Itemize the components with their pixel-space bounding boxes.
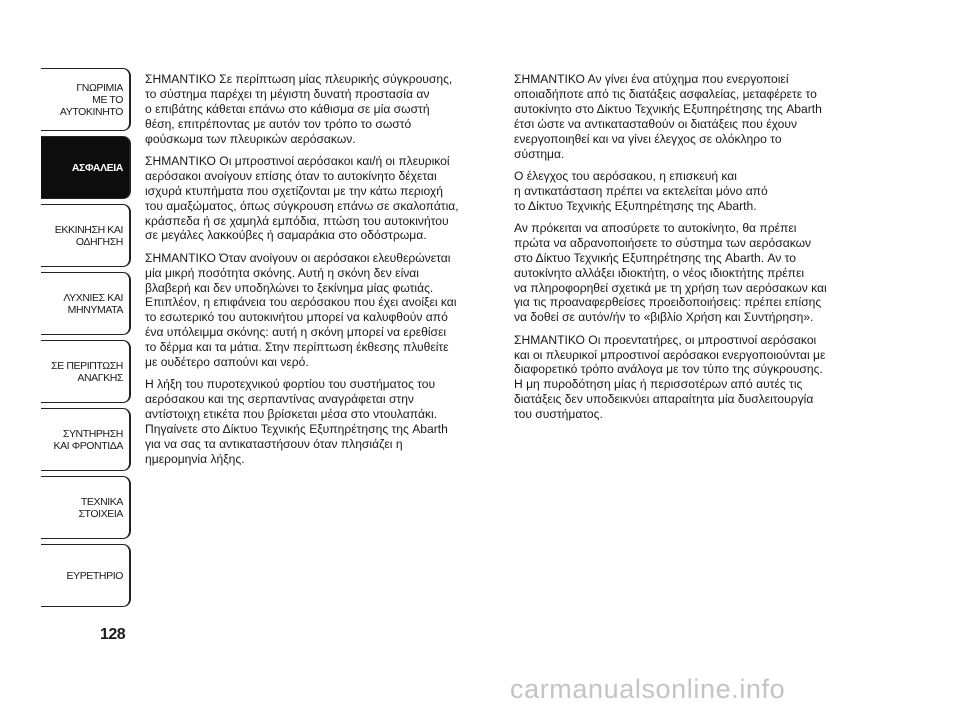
tab-in-emergency[interactable]: ΣΕ ΠΕΡΙΠΤΩΣΗ ΑΝΑΓΚΗΣ (41, 340, 131, 403)
tab-safety[interactable]: ΑΣΦΑΛΕΙΑ (41, 136, 131, 199)
paragraph: ΣΗΜΑΝΤΙΚΟ Σε περίπτωση μίας πλευρικής σύγκρουσης, το σύστημα παρέχει τη μέγιστη δυνατή προστασία αν ο επιβάτης κάθεται επάνω στο κάθισμα σε μία σωστή θέση, επιτρέποντας με αυτόν τον τρόπο το σωστό φούσκωμα των πλευρικών αερόσακων. (145, 72, 453, 146)
right-text-column (514, 72, 876, 430)
paragraph: ΣΗΜΑΝΤΙΚΟ Όταν ανοίγουν οι αερόσακοι ελευθερώνεται μία μικρή ποσότητα σκόνης. Αυτή η σκόνη δεν είναι βλαβερή και δεν υποδηλώνει το ξεκίνημα μίας φωτιάς. Επιπλέον, η επιφάνεια του αερόσακου που έχει ανοίξει και το εσωτερικό του αυτοκινήτου μπορεί να καλυφθούν από ένα υπόλειμμα σκόνης: αυτή η σκόνη μπορεί να ερεθίσει το δέρμα και τα μάτια. Στην περίπτωση έκθεσης πλυθείτε με ουδέτερο σαπούνι και νερό. (145, 250, 457, 370)
page-number: 128 (100, 626, 126, 643)
tab-warning-lights-and-messages[interactable]: ΛΥΧΝΙΕΣ ΚΑΙ ΜΗΝΥΜΑΤΑ (41, 272, 131, 335)
paragraph: ΣΗΜΑΝΤΙΚΟ Αν γίνει ένα ατύχημα που ενεργοποιεί οποιαδήποτε από τις διατάξεις ασφαλείας, μεταφέρετε το αυτοκίνητο στο Δίκτυο Τεχνικής Εξυπηρέτησης της Abarth έτσι ώστε να αντικατασταθούν οι διατάξεις που έχουν ενεργοποιηθεί και να γίνει έλεγχος σε ολόκληρο το σύστημα. (514, 72, 822, 161)
paragraph: ΣΗΜΑΝΤΙΚΟ Οι μπροστινοί αερόσακοι και/ή οι πλευρικοί αερόσακοι ανοίγουν επίσης όταν το αυτοκίνητο δέχεται ισχυρά κτυπήματα που σχετίζονται με την κάτω περιοχή του αμαξώματος, όπως σύγκρουση επάνω σε σκαλοπάτια, κράσπεδα ή σε χαμηλά εμπόδια, πτώση του αυτοκινήτου σε μεγάλες λακκούβες ή σαμαράκια στο οδόστρωμα. (145, 153, 459, 243)
tab-maintenance-and-care[interactable]: ΣΥΝΤΗΡΗΣΗ ΚΑΙ ΦΡΟΝΤΙΔΑ (41, 408, 131, 471)
tab-getting-to-know-car[interactable]: ΓΝΩΡΙΜΙΑ ΜΕ ΤΟ ΑΥΤΟΚΙΝΗΤΟ (41, 68, 131, 131)
paragraph: ΣΗΜΑΝΤΙΚΟ Οι προεντατήρες, οι μπροστινοί αερόσακοι και οι πλευρικοί μπροστινοί αερόσακοι ενεργοποιούνται με διαφορετικό τρόπο ανάλογα με τον τύπο της σύγκρουσης. Η μη πυροδότηση μίας ή περισσοτέρων από αυτές τις διατάξεις δεν υποδεικνύει απαραίτητα μία δυσλειτουργία του συστήματος. (514, 332, 826, 422)
paragraph: Ο έλεγχος του αερόσακου, η επισκευή και η αντικατάσταση πρέπει να εκτελείται μόνο από το Δίκτυο Τεχνικής Εξυπηρέτησης της Abarth. (514, 168, 768, 213)
paragraph: Αν πρόκειται να αποσύρετε το αυτοκίνητο, θα πρέπει πρώτα να αδρανοποιήσετε το σύστημα των αερόσακων στο Δίκτυο Τεχνικής Εξυπηρέτησης της Abarth. Αν το αυτοκίνητο αλλάξει ιδιοκτήτη, ο νέος ιδιοκτήτης πρέπει να πληροφορηθεί σχετικά με τη χρήση των αερόσακων και για τις προαναφερθείσες προειδοποιήσεις: πρέπει επίσης να δοθεί σε αυτόν/ήν το «βιβλίο Χρήση και Συντήρηση». (514, 220, 827, 325)
watermark: carmanualsonline.info (510, 674, 786, 704)
paragraph: Η λήξη του πυροτεχνικού φορτίου του συστήματος του αερόσακου και της σερπαντίνας αναγράφεται στην αντίστοιχη ετικέτα που βρίσκεται μέσα στο ντουλαπάκι. Πηγαίνετε στο Δίκτυο Τεχνικής Εξυπηρέτησης της Abarth για να σας τα αντικαταστήσουν όταν πλησιάζει η ημερομηνία λήξης. (145, 377, 448, 466)
tab-technical-specifications[interactable]: ΤΕΧΝΙΚΑ ΣΤΟΙΧΕΙΑ (41, 476, 131, 539)
tab-starting-and-driving[interactable]: ΕΚΚΙΝΗΣΗ ΚΑΙ ΟΔΗΓΗΣΗ (41, 204, 131, 267)
tab-index[interactable]: ΕΥΡΕΤΗΡΙΟ (41, 544, 131, 607)
left-text-column (145, 72, 485, 474)
